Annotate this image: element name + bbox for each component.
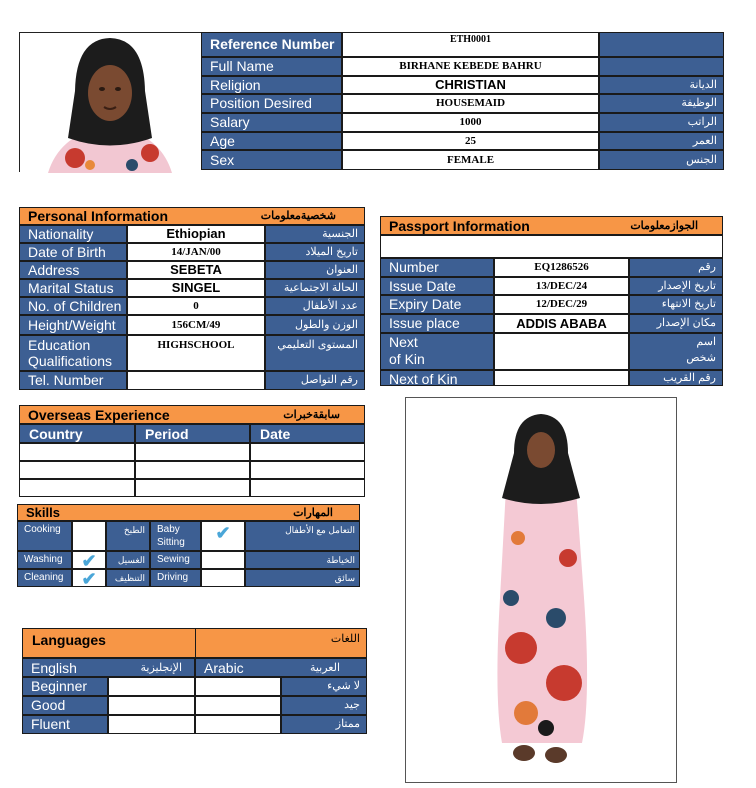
overseas-title: Overseas Experience <box>28 407 170 423</box>
check-icon: ✔ <box>215 523 231 543</box>
check-icon: ✔ <box>81 569 97 587</box>
personal-value-cell <box>127 335 265 371</box>
personal-label: Tel. Number <box>28 372 104 388</box>
passport-blank-row <box>380 235 723 258</box>
passport-label-cell <box>380 370 494 386</box>
personal-value-cell <box>127 315 265 335</box>
overseas-column-label: Period <box>145 426 189 442</box>
overseas-title-ar: سابقةخبرات <box>283 409 340 421</box>
passport-label: Issue Date <box>389 278 456 294</box>
skill-right-ar-cell <box>245 521 360 551</box>
lang-arabic-ar: العربية <box>309 662 340 674</box>
skill-left-ar: التنظيف <box>114 573 145 583</box>
personal-value: HIGHSCHOOL <box>157 339 235 351</box>
overseas-empty-cell <box>250 461 365 479</box>
overseas-empty-cell <box>135 443 250 461</box>
skill-left-label: Washing <box>24 554 63 565</box>
personal-ar-cell <box>265 261 365 279</box>
skill-left-label: Cleaning <box>24 572 64 583</box>
passport-label: Next of Kin <box>389 334 425 367</box>
skill-left-label: Cooking <box>24 524 61 535</box>
personal-label-ar: الحالة الاجتماعية <box>283 282 358 294</box>
personal-value: 156CM/49 <box>171 319 221 331</box>
header-value-cell <box>342 57 599 76</box>
lang-arabic-level-cell <box>195 715 281 734</box>
header-value: 1000 <box>459 116 482 128</box>
personal-value-cell <box>127 297 265 315</box>
passport-ar-cell <box>629 314 723 333</box>
personal-ar-cell <box>265 335 365 371</box>
skill-right-check-cell <box>201 569 245 587</box>
personal-label-cell <box>19 243 127 261</box>
passport-value-cell <box>494 333 629 370</box>
passport-label-ar: مكان الإصدار <box>656 317 716 329</box>
personal-ar-cell <box>265 371 365 390</box>
personal-value-cell <box>127 279 265 297</box>
header-label: Position Desired <box>210 95 312 111</box>
personal-ar-cell <box>265 297 365 315</box>
personal-label-ar: عدد الأطفال <box>302 300 358 312</box>
passport-value: 13/DEC/24 <box>535 280 588 292</box>
skills-header <box>17 504 360 521</box>
header-value: ETH0001 <box>449 34 492 45</box>
skill-right-cell <box>150 551 201 569</box>
personal-label-ar: الوزن والطول <box>295 319 358 331</box>
skill-right-cell <box>150 521 201 551</box>
lang-level-label: Fluent <box>31 716 70 732</box>
personal-value: SEBETA <box>170 262 222 277</box>
header-value: 25 <box>465 135 476 147</box>
portrait-photo <box>19 32 201 172</box>
skill-right-label: Driving <box>157 572 189 583</box>
skill-left-ar: الغسيل <box>117 555 145 565</box>
personal-ar-cell <box>265 225 365 243</box>
personal-label-cell <box>19 297 127 315</box>
lang-english-level-cell <box>108 715 195 734</box>
passport-ar-cell <box>629 258 723 277</box>
personal-value: Ethiopian <box>166 226 226 241</box>
passport-label-ar: رقم <box>698 261 716 273</box>
header-value-cell <box>342 76 599 94</box>
passport-label-ar: تاريخ الإصدار <box>658 280 716 292</box>
personal-label-cell <box>19 371 127 390</box>
lang-level-ar-cell <box>281 715 367 734</box>
header-label: Full Name <box>210 58 274 74</box>
header-ar-cell <box>599 32 724 57</box>
lang-english-label: English <box>31 660 77 676</box>
skill-right-cell <box>150 569 201 587</box>
personal-value-cell <box>127 261 265 279</box>
header-value-cell <box>342 32 599 57</box>
personal-label-cell <box>19 315 127 335</box>
personal-label: Address <box>28 262 80 278</box>
header-label-ar: العمر <box>692 135 717 147</box>
header-label-cell <box>201 76 342 94</box>
personal-value-cell <box>127 225 265 243</box>
full-body-photo <box>405 397 677 783</box>
passport-label: Expiry Date <box>389 296 462 312</box>
lang-english-level-cell <box>108 696 195 715</box>
passport-value-cell <box>494 258 629 277</box>
lang-english-cell <box>22 658 195 677</box>
personal-label-ar: الجنسية <box>322 228 358 240</box>
header-label-ar: الديانة <box>689 79 717 91</box>
header-ar-cell <box>599 57 724 76</box>
passport-ar-cell <box>629 370 723 386</box>
personal-label-ar: رقم التواصل <box>300 374 358 386</box>
passport-label-cell <box>380 258 494 277</box>
header-label-cell <box>201 32 342 57</box>
overseas-column-label: Date <box>260 426 291 442</box>
languages-title: Languages <box>32 632 106 648</box>
skill-right-ar: الخياطة <box>326 555 355 565</box>
overseas-column-header <box>135 424 250 443</box>
header-label-cell <box>201 94 342 113</box>
passport-value: 12/DEC/29 <box>535 298 588 310</box>
header-label-cell <box>201 57 342 76</box>
header-value-cell <box>342 132 599 150</box>
overseas-empty-cell <box>19 443 135 461</box>
personal-label-cell <box>19 261 127 279</box>
languages-header <box>22 628 367 658</box>
check-icon: ✔ <box>81 551 97 569</box>
header-label: Religion <box>210 77 261 93</box>
lang-level-cell <box>22 696 108 715</box>
overseas-header <box>19 405 365 424</box>
personal-label-ar: المستوى التعليمي <box>277 339 358 351</box>
header-value: BIRHANE KEBEDE BAHRU <box>399 60 542 72</box>
overseas-column-label: Country <box>29 426 83 442</box>
lang-level-ar-cell <box>281 696 367 715</box>
lang-level-ar: ممتاز <box>335 718 360 730</box>
lang-level-label: Good <box>31 697 66 713</box>
passport-ar-cell <box>629 333 723 370</box>
skill-left-check-cell <box>72 521 106 551</box>
skill-right-ar: سائق <box>334 573 355 583</box>
passport-label-cell <box>380 333 494 370</box>
lang-arabic-level-cell <box>195 677 281 696</box>
header-value-cell <box>342 113 599 132</box>
personal-value-cell <box>127 371 265 390</box>
passport-label-ar: رقم القريب <box>663 372 716 384</box>
header-label: Age <box>210 133 235 149</box>
header-ar-cell <box>599 150 724 170</box>
personal-value: SINGEL <box>171 280 221 295</box>
passport-label-ar: اسم شخص <box>686 336 716 364</box>
passport-value-cell <box>494 314 629 333</box>
header-label: Salary <box>210 114 250 130</box>
skill-left-ar-cell <box>106 551 150 569</box>
header-value-cell <box>342 150 599 170</box>
skills-title-ar: المهارات <box>293 507 333 519</box>
lang-english-ar: الإنجليزية <box>140 662 182 674</box>
skill-right-check-cell <box>201 521 245 551</box>
lang-arabic-cell <box>195 658 367 677</box>
skill-right-ar: التعامل مع الأطفال <box>285 525 355 535</box>
overseas-empty-cell <box>19 479 135 497</box>
overseas-column-header <box>19 424 135 443</box>
personal-label-ar: تاريخ الميلاد <box>305 246 358 258</box>
personal-ar-cell <box>265 243 365 261</box>
personal-label: Height/Weight <box>28 317 116 333</box>
skill-right-check-cell <box>201 551 245 569</box>
languages-title-ar: اللغات <box>330 633 360 645</box>
passport-label-cell <box>380 295 494 314</box>
header-label: Sex <box>210 152 235 168</box>
passport-label-cell <box>380 314 494 333</box>
passport-label: Issue place <box>389 315 460 331</box>
header-label-cell <box>201 132 342 150</box>
skill-right-ar-cell <box>245 569 360 587</box>
passport-ar-cell <box>629 295 723 314</box>
header-label-ar: الراتب <box>687 116 717 128</box>
lang-english-level-cell <box>108 677 195 696</box>
header-label-ar: الوظيفة <box>681 97 717 109</box>
personal-label-ar: العنوان <box>326 264 358 276</box>
lang-arabic-label: Arabic <box>204 660 244 676</box>
skill-left-cell <box>17 521 72 551</box>
personal-label-cell <box>19 335 127 371</box>
skill-left-ar-cell <box>106 569 150 587</box>
header-value: CHRISTIAN <box>435 77 506 92</box>
header-value: FEMALE <box>446 154 495 166</box>
passport-value: ADDIS ABABA <box>516 316 607 331</box>
header-ar-cell <box>599 132 724 150</box>
skill-right-ar-cell <box>245 551 360 569</box>
personal-info-header <box>19 207 365 225</box>
passport-value-cell <box>494 277 629 295</box>
passport-info-title: Passport Information <box>389 218 530 234</box>
passport-info-title-ar: الجوازمعلومات <box>630 220 698 232</box>
skills-title: Skills <box>26 505 60 520</box>
overseas-empty-cell <box>135 479 250 497</box>
skill-left-cell <box>17 551 72 569</box>
personal-ar-cell <box>265 279 365 297</box>
skill-left-check-cell <box>72 551 106 569</box>
header-label-cell <box>201 150 342 170</box>
skill-left-cell <box>17 569 72 587</box>
personal-label-cell <box>19 279 127 297</box>
personal-info-title: Personal Information <box>28 208 169 224</box>
passport-label-cell <box>380 277 494 295</box>
personal-label: Education Qualifications <box>28 337 113 369</box>
overseas-empty-cell <box>250 443 365 461</box>
passport-label-ar: تاريخ الانتهاء <box>661 298 716 310</box>
lang-arabic-level-cell <box>195 696 281 715</box>
passport-value: EQ1286526 <box>534 261 589 273</box>
skill-right-label: Baby Sitting <box>157 524 185 548</box>
lang-level-cell <box>22 715 108 734</box>
header-ar-cell <box>599 113 724 132</box>
passport-info-header <box>380 216 723 235</box>
personal-label: No. of Children <box>28 298 122 314</box>
personal-value: 0 <box>193 300 199 312</box>
header-ar-cell <box>599 76 724 94</box>
skill-right-label: Sewing <box>157 554 190 565</box>
passport-label: Number <box>389 259 439 275</box>
header-value: HOUSEMAID <box>435 97 506 109</box>
passport-label: Next of Kin <box>389 371 458 386</box>
lang-level-cell <box>22 677 108 696</box>
passport-value-cell <box>494 295 629 314</box>
overseas-empty-cell <box>250 479 365 497</box>
personal-info-title-ar: شخصيةمعلومات <box>260 210 336 222</box>
header-value-cell <box>342 94 599 113</box>
header-label: Reference Number <box>210 36 335 52</box>
lang-level-ar: لا شيء <box>327 680 360 692</box>
personal-value-cell <box>127 243 265 261</box>
overseas-empty-cell <box>135 461 250 479</box>
overseas-empty-cell <box>19 461 135 479</box>
personal-label-cell <box>19 225 127 243</box>
lang-level-ar-cell <box>281 677 367 696</box>
skill-left-ar-cell <box>106 521 150 551</box>
personal-label: Marital Status <box>28 280 114 296</box>
lang-level-ar: جيد <box>344 699 360 711</box>
personal-value: 14/JAN/00 <box>171 246 221 258</box>
skill-left-ar: الطبخ <box>123 525 145 535</box>
header-label-ar: الجنس <box>686 154 717 166</box>
header-ar-cell <box>599 94 724 113</box>
overseas-column-header <box>250 424 365 443</box>
passport-value-cell <box>494 370 629 386</box>
personal-label: Nationality <box>28 226 94 242</box>
passport-ar-cell <box>629 277 723 295</box>
skill-left-check-cell <box>72 569 106 587</box>
header-label-cell <box>201 113 342 132</box>
lang-level-label: Beginner <box>31 678 88 694</box>
personal-ar-cell <box>265 315 365 335</box>
personal-label: Date of Birth <box>28 244 106 260</box>
